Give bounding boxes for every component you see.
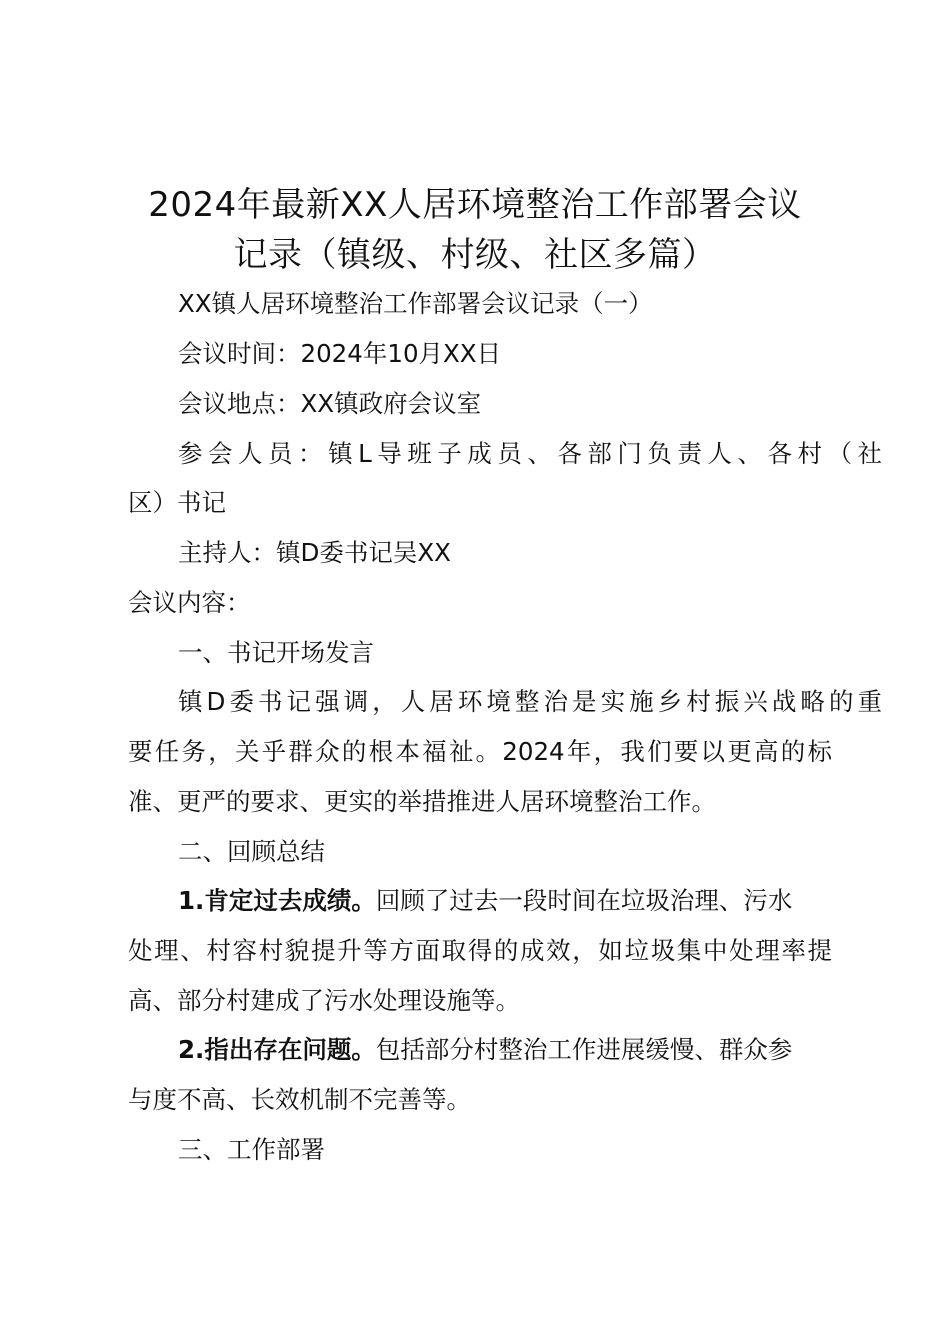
section-1-heading: 一、书记开场发言 — [178, 638, 374, 667]
meeting-time: 会议时间：2024年10月XX日 — [178, 339, 502, 368]
meeting-place: 会议地点：XX镇政府会议室 — [178, 389, 482, 418]
record-subtitle: XX镇人居环境整治工作部署会议记录（一） — [178, 289, 653, 318]
section-1-paragraph-line-1: 镇D委书记强调，人居环境整治是实施乡村振兴战略的重 — [178, 687, 882, 716]
attendees-line-2: 区）书记 — [128, 488, 226, 517]
item-2-line-1 — [128, 1025, 888, 1075]
section-1-paragraph-line-2: 要任务，关乎群众的根本福祉。2024年，我们要以更高的标 — [128, 737, 832, 766]
section-1-paragraph-line-3: 准、更严的要求、更实的举措推进人居环境整治工作。 — [128, 787, 716, 816]
content-label: 会议内容： — [128, 588, 251, 617]
section-2-heading: 二、回顾总结 — [178, 837, 325, 866]
document-title-line-1: 2024年最新XX人居环境整治工作部署会议 — [148, 185, 802, 225]
item-1-line-3: 高、部分村建成了污水处理设施等。 — [128, 986, 520, 1015]
item-1-text: 回顾了过去一段时间在垃圾治理、污水 — [375, 886, 793, 915]
item-1-line-2: 处理、村容村貌提升等方面取得的成效，如垃圾集中处理率提 — [128, 936, 832, 965]
item-2-text: 包括部分村整治工作进展缓慢、群众参 — [375, 1035, 793, 1064]
item-2-line-2: 与度不高、长效机制不完善等。 — [128, 1085, 471, 1114]
attendees-line-1: 参会人员：镇L导班子成员、各部门负责人、各村（社 — [178, 439, 882, 468]
meeting-host: 主持人：镇D委书记吴XX — [178, 538, 451, 567]
section-3-heading: 三、工作部署 — [178, 1135, 325, 1164]
document-title-line-2: 记录（镇级、村级、社区多篇） — [233, 235, 717, 275]
item-1-line-1 — [128, 876, 888, 926]
item-1-title: 1.肯定过去成绩。 — [178, 886, 376, 915]
item-2-title: 2.指出存在问题。 — [178, 1035, 376, 1064]
